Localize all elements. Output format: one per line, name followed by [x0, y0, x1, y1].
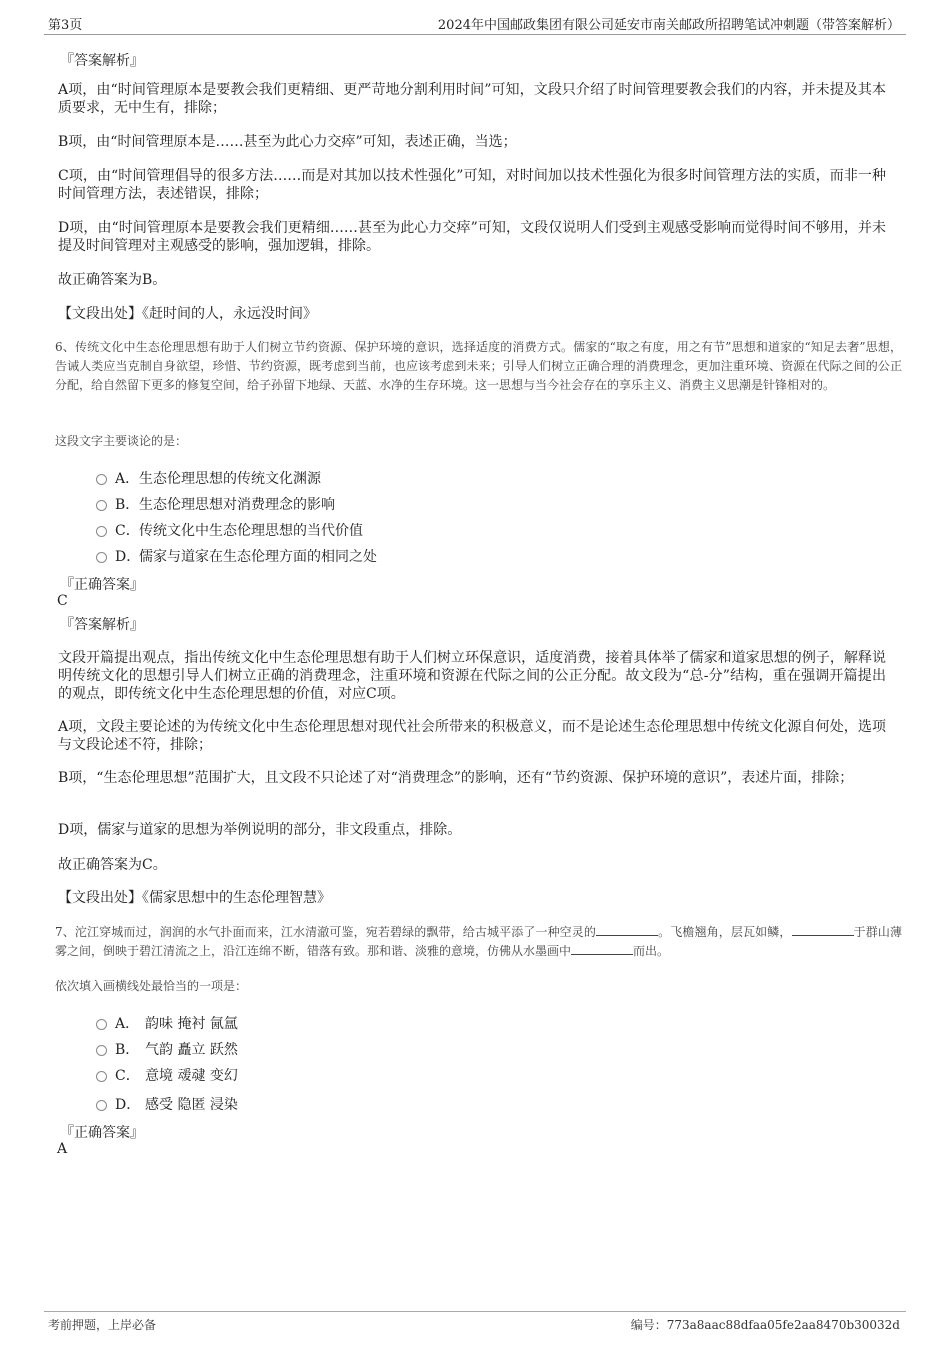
radio-icon[interactable]	[96, 1045, 107, 1056]
page-footer	[44, 1311, 906, 1334]
q6-analysis-d: D项，儒家与道家的思想为举例说明的部分，非文段重点，排除。	[58, 822, 462, 838]
q5-analysis-b: B项，由“时间管理原本是……甚至为此心力交瘁”可知，表述正确，当选；	[58, 134, 517, 150]
blank-2	[792, 923, 854, 936]
q6-analysis: 文段开篇提出观点，指出传统文化中生态伦理思想有助于人们树立环保意识，适度消费，接着具体举了儒家和道家思想的例子，解释说明传统文化的思想引导人们树立正确的消费理念，注重环境和资源在代际之间的公正分配。故文段为“总-分”结构，重在强调开篇提出的观点，即传统文化中生态伦理思想的价值，对应C项。	[58, 650, 886, 702]
footer-slogan: 考前押题，上岸必备	[48, 1318, 157, 1332]
q6-analysis-b: B项，“生态伦理思想”范围扩大，且文段不只论述了对“消费理念”的影响，还有“节约资源、保护环境的意识”，表述片面，排除；	[58, 770, 854, 786]
radio-icon[interactable]	[96, 552, 107, 563]
q6-correct-tag: 『正确答案』	[60, 577, 144, 593]
q5-source: 【文段出处】《赶时间的人，永远没时间》	[58, 306, 317, 322]
q7-ask: 依次填入画横线处最恰当的一项是：	[55, 979, 248, 993]
q6-source: 【文段出处】《儒家思想中的生态伦理智慧》	[58, 890, 331, 906]
document-title: 2024年中国邮政集团有限公司延安市南关邮政所招聘笔试冲刺题（带答案解析）	[437, 18, 900, 33]
radio-icon[interactable]	[96, 1100, 107, 1111]
q6-conclusion: 故正确答案为C。	[58, 857, 167, 873]
radio-icon[interactable]	[96, 500, 107, 511]
q7-stem: 7、沱江穿城而过，润润的水气扑面而来，江水清澈可鉴，宛若碧绿的飘带，给古城平添了一种空灵的 。飞檐翘角，层瓦如鳞， 于群山薄雾之间，倒映于碧江清流之上，沿江连绵不断，错落有致。那和谐、淡雅的意境，仿佛从水墨画中 而出。	[55, 925, 902, 958]
q5-analysis-a: A项，由“时间管理原本是要教会我们更精细、更严苛地分割利用时间”可知，文段只介绍了时间管理要教会我们的内容，并未提及其本质要求，无中生有，排除；	[58, 82, 886, 116]
q6-correct-answer: C	[57, 593, 68, 609]
radio-icon[interactable]	[96, 526, 107, 537]
blank-1	[596, 923, 658, 936]
q6-analysis-tag: 『答案解析』	[60, 617, 144, 633]
q5-analysis-d: D项，由“时间管理原本是要教会我们更精细……甚至为此心力交瘁”可知，文段仅说明人们受到主观感受影响而觉得时间不够用，并未提及时间管理对主观感受的影响，强加逻辑，排除。	[58, 220, 886, 254]
q5-conclusion: 故正确答案为B。	[58, 272, 167, 288]
q7-correct-tag: 『正确答案』	[60, 1125, 144, 1141]
analysis-tag: 『答案解析』	[60, 53, 144, 69]
q6-analysis-a: A项，文段主要论述的为传统文化中生态伦理思想对现代社会所带来的积极意义，而不是论述生态伦理思想中传统文化源自何处，选项与文段论述不符，排除；	[58, 719, 886, 753]
q7-correct-answer: A	[57, 1141, 68, 1157]
page-header	[44, 14, 906, 35]
radio-icon[interactable]	[96, 1071, 107, 1082]
radio-icon[interactable]	[96, 474, 107, 485]
radio-icon[interactable]	[96, 1019, 107, 1030]
q5-analysis-c: C项，由“时间管理倡导的很多方法……而是对其加以技术性强化”可知，对时间加以技术性强化为很多时间管理方法的实质，而非一种时间管理方法，表述错误，排除；	[58, 168, 886, 202]
q6-stem: 6、传统文化中生态伦理思想有助于人们树立节约资源、保护环境的意识，选择适度的消费方式。儒家的“取之有度，用之有节”思想和道家的“知足去奢”思想，告诫人类应当克制自身欲望，珍惜、节约资源，既考虑到当前，也应该考虑到未来；引导人们树立正确合理的消费理念，更加注重环境、资源在代际之间的公正分配，给自然留下更多的修复空间，给子孙留下地绿、天蓝、水净的生存环境。这一思想与当今社会存在的享乐主义、消费主义思潮是针锋相对的。	[55, 340, 902, 392]
page-number: 第3页	[48, 18, 83, 33]
blank-3	[571, 942, 633, 955]
q6-ask: 这段文字主要谈论的是：	[55, 434, 188, 448]
document-id: 编号：773a8aac88dfaa05fe2aa8470b30032d	[630, 1318, 900, 1332]
